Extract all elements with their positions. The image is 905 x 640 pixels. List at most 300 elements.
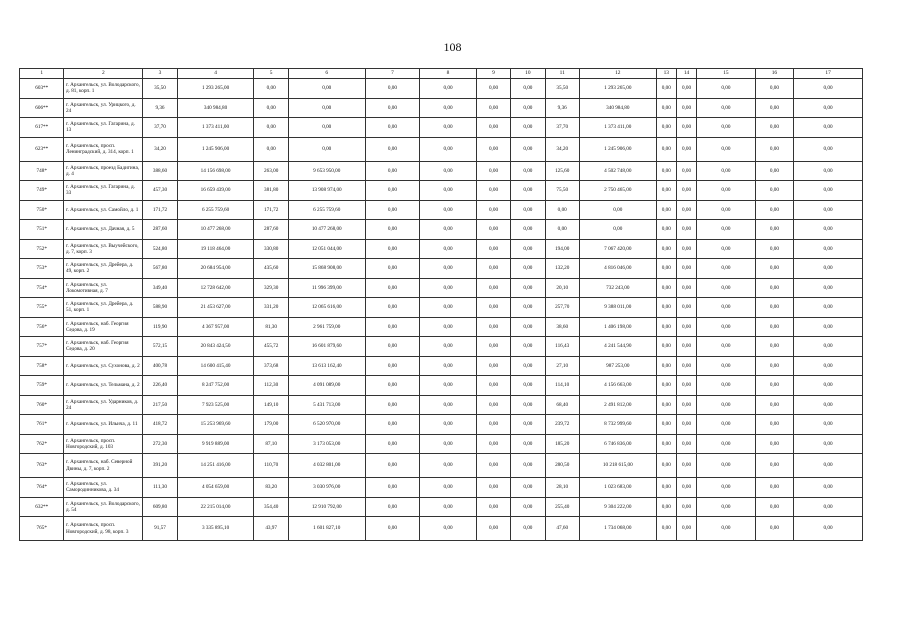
value-cell: 8 247 752,00 (177, 376, 254, 396)
address-cell: г. Архангельск, ул. Ильича, д. 11 (64, 415, 143, 435)
register-table (19, 68, 863, 541)
value-cell: 272,30 (143, 434, 177, 454)
value-cell: 0,00 (676, 79, 696, 99)
value-cell: 6 746 836,00 (579, 434, 656, 454)
value-cell: 0,00 (476, 278, 510, 298)
value-cell: 9 388 011,00 (579, 298, 656, 318)
page-number: 108 (443, 40, 462, 54)
value-cell: 0,00 (794, 415, 863, 435)
value-cell: 0,00 (755, 434, 793, 454)
value-cell: 0,00 (676, 98, 696, 118)
value-cell: 0,00 (676, 317, 696, 337)
value-cell: 0,00 (676, 161, 696, 181)
value-cell: 0,00 (365, 278, 420, 298)
value-cell: 0,00 (420, 220, 477, 240)
value-cell: 0,00 (656, 161, 676, 181)
value-cell: 6 255 759,60 (177, 200, 254, 220)
value-cell: 0,00 (420, 415, 477, 435)
value-cell: 0,00 (511, 434, 545, 454)
value-cell: 0,00 (656, 415, 676, 435)
value-cell: 34,20 (545, 137, 579, 161)
value-cell: 987 253,00 (579, 356, 656, 376)
value-cell: 0,00 (476, 337, 510, 357)
value-cell: 9,36 (545, 98, 579, 118)
value-cell: 0,00 (656, 181, 676, 201)
value-cell: 340 984,80 (177, 98, 254, 118)
value-cell: 0,00 (365, 415, 420, 435)
column-number: 12 (579, 69, 656, 79)
column-number: 17 (794, 69, 863, 79)
value-cell: 0,00 (254, 79, 288, 99)
value-cell: 0,00 (656, 517, 676, 541)
value-cell: 0,00 (511, 278, 545, 298)
value-cell: 0,00 (420, 337, 477, 357)
value-cell: 0,00 (697, 181, 756, 201)
value-cell: 0,00 (755, 454, 793, 478)
column-number: 11 (545, 69, 579, 79)
value-cell: 0,00 (656, 137, 676, 161)
value-cell: 388,60 (143, 161, 177, 181)
address-cell: г. Архангельск, ул. Дачная, д. 5 (64, 220, 143, 240)
value-cell: 7 923 525,00 (177, 395, 254, 415)
value-cell: 0,00 (288, 79, 365, 99)
value-cell: 0,00 (365, 478, 420, 498)
value-cell: 0,00 (511, 220, 545, 240)
value-cell: 0,00 (420, 298, 477, 318)
value-cell: 0,00 (365, 181, 420, 201)
value-cell: 7 067 420,00 (579, 239, 656, 259)
value-cell: 0,00 (656, 239, 676, 259)
value-cell: 0,00 (476, 79, 510, 99)
value-cell: 0,00 (697, 454, 756, 478)
value-cell: 0,00 (579, 220, 656, 240)
value-cell: 0,00 (365, 220, 420, 240)
column-number: 13 (656, 69, 676, 79)
value-cell: 4 241 544,90 (579, 337, 656, 357)
value-cell: 4 367 957,00 (177, 317, 254, 337)
value-cell: 0,00 (288, 137, 365, 161)
value-cell: 0,00 (511, 298, 545, 318)
value-cell: 0,00 (365, 337, 420, 357)
value-cell: 0,00 (476, 239, 510, 259)
value-cell: 1 406 198,00 (579, 317, 656, 337)
value-cell: 194,00 (545, 239, 579, 259)
value-cell: 20 684 954,00 (177, 259, 254, 279)
value-cell: 35,50 (545, 79, 579, 99)
value-cell: 0,00 (794, 137, 863, 161)
value-cell: 10 477 268,00 (177, 220, 254, 240)
value-cell: 14 156 698,00 (177, 161, 254, 181)
value-cell: 112,30 (254, 376, 288, 396)
column-number: 8 (420, 69, 477, 79)
value-cell: 12 910 792,00 (288, 497, 365, 517)
value-cell: 0,00 (697, 137, 756, 161)
value-cell: 0,00 (365, 200, 420, 220)
table-header (20, 69, 863, 79)
value-cell: 732 243,00 (579, 278, 656, 298)
value-cell: 0,00 (794, 278, 863, 298)
table-row (20, 517, 863, 541)
value-cell: 0,00 (365, 356, 420, 376)
value-cell: 21 453 627,00 (177, 298, 254, 318)
row-id-cell: 757* (20, 337, 64, 357)
value-cell: 14 600 415,40 (177, 356, 254, 376)
value-cell: 0,00 (656, 298, 676, 318)
table-row (20, 181, 863, 201)
value-cell: 22 215 014,00 (177, 497, 254, 517)
address-cell: г. Архангельск, просп. Новгородский, д. 98, корп. 3 (64, 517, 143, 541)
value-cell: 0,00 (755, 278, 793, 298)
row-id-cell: 632** (20, 497, 64, 517)
value-cell: 0,00 (656, 356, 676, 376)
row-id-cell: 764* (20, 478, 64, 498)
value-cell: 280,50 (545, 454, 579, 478)
value-cell: 2 750 465,00 (579, 181, 656, 201)
row-id-cell: 754* (20, 278, 64, 298)
address-cell: г. Архангельск, ул. Дрейера, д. 49, корп. 2 (64, 259, 143, 279)
value-cell: 257,70 (545, 298, 579, 318)
row-id-cell: 758* (20, 356, 64, 376)
value-cell: 4 032 801,00 (288, 454, 365, 478)
value-cell: 1 373 411,00 (579, 118, 656, 138)
value-cell: 0,00 (288, 118, 365, 138)
value-cell: 0,00 (511, 161, 545, 181)
value-cell: 114,10 (545, 376, 579, 396)
address-cell: г. Архангельск, ул. Урицкого, д. 24 (64, 98, 143, 118)
value-cell: 0,00 (697, 415, 756, 435)
value-cell: 239,72 (545, 415, 579, 435)
value-cell: 0,00 (365, 98, 420, 118)
value-cell: 0,00 (511, 239, 545, 259)
value-cell: 0,00 (676, 395, 696, 415)
value-cell: 400,78 (143, 356, 177, 376)
value-cell: 9 304 222,00 (579, 497, 656, 517)
value-cell: 0,00 (579, 200, 656, 220)
table-row (20, 317, 863, 337)
table-row (20, 356, 863, 376)
row-id-cell: 762* (20, 434, 64, 454)
value-cell: 34,20 (143, 137, 177, 161)
value-cell: 226,40 (143, 376, 177, 396)
value-cell: 6 255 759,60 (288, 200, 365, 220)
table-row (20, 434, 863, 454)
value-cell: 37,70 (143, 118, 177, 138)
value-cell: 0,00 (676, 298, 696, 318)
value-cell: 0,00 (511, 415, 545, 435)
table-row (20, 118, 863, 138)
value-cell: 0,00 (420, 137, 477, 161)
value-cell: 0,00 (476, 161, 510, 181)
value-cell: 0,00 (794, 161, 863, 181)
table-row (20, 259, 863, 279)
value-cell: 0,00 (755, 137, 793, 161)
value-cell: 0,00 (254, 118, 288, 138)
value-cell: 0,00 (794, 259, 863, 279)
address-cell: г. Архангельск, ул. Тельмана, д. 2 (64, 376, 143, 396)
row-id-cell: 763* (20, 454, 64, 478)
value-cell: 1 601 827,10 (288, 517, 365, 541)
value-cell: 0,00 (420, 181, 477, 201)
value-cell: 354,40 (254, 497, 288, 517)
value-cell: 0,00 (365, 434, 420, 454)
table-row (20, 239, 863, 259)
value-cell: 0,00 (476, 497, 510, 517)
value-cell: 0,00 (656, 220, 676, 240)
value-cell: 11 996 399,00 (288, 278, 365, 298)
value-cell: 0,00 (697, 98, 756, 118)
table-body (20, 79, 863, 541)
value-cell: 20 843 424,50 (177, 337, 254, 357)
column-number: 4 (177, 69, 254, 79)
value-cell: 0,00 (755, 181, 793, 201)
value-cell: 37,70 (545, 118, 579, 138)
value-cell: 185,20 (545, 434, 579, 454)
row-id-cell: 750* (20, 200, 64, 220)
value-cell: 28,10 (545, 478, 579, 498)
value-cell: 0,00 (476, 137, 510, 161)
value-cell: 0,00 (794, 517, 863, 541)
table-row (20, 395, 863, 415)
table-row (20, 497, 863, 517)
value-cell: 0,00 (656, 98, 676, 118)
value-cell: 0,00 (676, 200, 696, 220)
value-cell: 132,20 (545, 259, 579, 279)
value-cell: 0,00 (755, 497, 793, 517)
value-cell: 0,00 (656, 200, 676, 220)
value-cell: 0,00 (365, 298, 420, 318)
value-cell: 43,97 (254, 517, 288, 541)
value-cell: 1 734 068,00 (579, 517, 656, 541)
value-cell: 0,00 (476, 317, 510, 337)
value-cell: 0,00 (755, 415, 793, 435)
value-cell: 0,00 (697, 337, 756, 357)
value-cell: 0,00 (794, 337, 863, 357)
value-cell: 0,00 (365, 317, 420, 337)
value-cell: 38,60 (545, 317, 579, 337)
value-cell: 0,00 (676, 181, 696, 201)
column-number: 16 (755, 69, 793, 79)
value-cell: 524,80 (143, 239, 177, 259)
value-cell: 0,00 (511, 337, 545, 357)
value-cell: 287,60 (254, 220, 288, 240)
value-cell: 0,00 (755, 118, 793, 138)
address-cell: г. Архангельск, наб. Георгия Седова, д. 20 (64, 337, 143, 357)
value-cell: 0,00 (365, 137, 420, 161)
value-cell: 116,43 (545, 337, 579, 357)
value-cell: 0,00 (697, 161, 756, 181)
value-cell: 0,00 (511, 181, 545, 201)
value-cell: 0,00 (794, 298, 863, 318)
value-cell: 0,00 (511, 98, 545, 118)
value-cell: 0,00 (365, 239, 420, 259)
value-cell: 0,00 (254, 137, 288, 161)
value-cell: 0,00 (755, 239, 793, 259)
value-cell: 0,00 (676, 376, 696, 396)
value-cell: 1 373 411,00 (177, 118, 254, 138)
value-cell: 110,70 (254, 454, 288, 478)
row-id-cell: 756* (20, 317, 64, 337)
value-cell: 0,00 (511, 395, 545, 415)
value-cell: 0,00 (697, 434, 756, 454)
value-cell: 0,00 (365, 395, 420, 415)
address-cell: г. Архангельск, наб. Северной Двины, д. 7, корп. 2 (64, 454, 143, 478)
value-cell: 125,60 (545, 161, 579, 181)
row-id-cell: 617** (20, 118, 64, 138)
value-cell: 0,00 (511, 200, 545, 220)
value-cell: 255,40 (545, 497, 579, 517)
value-cell: 0,00 (697, 278, 756, 298)
value-cell: 0,00 (755, 220, 793, 240)
value-cell: 0,00 (476, 434, 510, 454)
value-cell: 0,00 (476, 181, 510, 201)
value-cell: 1 245 906,00 (579, 137, 656, 161)
value-cell: 0,00 (365, 161, 420, 181)
value-cell: 0,00 (420, 118, 477, 138)
value-cell: 2 491 812,00 (579, 395, 656, 415)
value-cell: 10 477 268,00 (288, 220, 365, 240)
value-cell: 0,00 (420, 79, 477, 99)
value-cell: 16 659 439,00 (177, 181, 254, 201)
table-row (20, 161, 863, 181)
value-cell: 0,00 (476, 220, 510, 240)
address-cell: г. Архангельск, ул. Самородинникова, д. 34 (64, 478, 143, 498)
row-id-cell: 748* (20, 161, 64, 181)
value-cell: 0,00 (365, 259, 420, 279)
value-cell: 0,00 (755, 376, 793, 396)
value-cell: 0,00 (794, 200, 863, 220)
value-cell: 0,00 (755, 98, 793, 118)
value-cell: 0,00 (420, 200, 477, 220)
value-cell: 87,10 (254, 434, 288, 454)
value-cell: 0,00 (755, 200, 793, 220)
value-cell: 14 251 416,00 (177, 454, 254, 478)
value-cell: 6 520 970,00 (288, 415, 365, 435)
value-cell: 2 961 759,00 (288, 317, 365, 337)
address-cell: г. Архангельск, ул. Выучейского, д. 7, корп. 3 (64, 239, 143, 259)
table-row (20, 98, 863, 118)
value-cell: 0,00 (420, 259, 477, 279)
value-cell: 0,00 (656, 454, 676, 478)
value-cell: 0,00 (656, 497, 676, 517)
value-cell: 16 601 879,60 (288, 337, 365, 357)
value-cell: 0,00 (676, 239, 696, 259)
value-cell: 0,00 (676, 454, 696, 478)
value-cell: 12 728 642,00 (177, 278, 254, 298)
value-cell: 0,00 (676, 415, 696, 435)
value-cell: 0,00 (697, 356, 756, 376)
row-id-cell: 623** (20, 137, 64, 161)
column-number: 10 (511, 69, 545, 79)
address-cell: г. Архангельск, ул. Гагарина, д. 33 (64, 181, 143, 201)
value-cell: 567,80 (143, 259, 177, 279)
table-row (20, 376, 863, 396)
table-row (20, 478, 863, 498)
value-cell: 0,00 (676, 220, 696, 240)
value-cell: 331,20 (254, 298, 288, 318)
value-cell: 0,00 (288, 98, 365, 118)
value-cell: 0,00 (755, 259, 793, 279)
value-cell: 0,00 (697, 317, 756, 337)
value-cell: 3 335 895,10 (177, 517, 254, 541)
row-id-cell: 765* (20, 517, 64, 541)
value-cell: 0,00 (420, 497, 477, 517)
value-cell: 0,00 (420, 434, 477, 454)
value-cell: 0,00 (676, 118, 696, 138)
value-cell: 0,00 (511, 317, 545, 337)
value-cell: 0,00 (365, 376, 420, 396)
value-cell: 0,00 (755, 337, 793, 357)
value-cell: 0,00 (511, 376, 545, 396)
value-cell: 349,40 (143, 278, 177, 298)
value-cell: 0,00 (656, 259, 676, 279)
value-cell: 0,00 (420, 356, 477, 376)
column-number: 15 (697, 69, 756, 79)
value-cell: 9 919 889,00 (177, 434, 254, 454)
value-cell: 0,00 (476, 478, 510, 498)
value-cell: 1 023 683,00 (579, 478, 656, 498)
value-cell: 0,00 (420, 478, 477, 498)
value-cell: 13 613 162,40 (288, 356, 365, 376)
value-cell: 119,90 (143, 317, 177, 337)
value-cell: 47,60 (545, 517, 579, 541)
value-cell: 0,00 (794, 220, 863, 240)
value-cell: 0,00 (755, 395, 793, 415)
table-row (20, 220, 863, 240)
value-cell: 0,00 (511, 454, 545, 478)
address-cell: г. Архангельск, просп. Новгородский, д. 103 (64, 434, 143, 454)
value-cell: 0,00 (420, 239, 477, 259)
value-cell: 0,00 (697, 395, 756, 415)
value-cell: 13 908 974,00 (288, 181, 365, 201)
value-cell: 27,10 (545, 356, 579, 376)
value-cell: 1 245 906,00 (177, 137, 254, 161)
value-cell: 0,00 (545, 200, 579, 220)
value-cell: 10 218 615,00 (579, 454, 656, 478)
value-cell: 0,00 (755, 298, 793, 318)
value-cell: 263,00 (254, 161, 288, 181)
value-cell: 75,50 (545, 181, 579, 201)
value-cell: 0,00 (676, 497, 696, 517)
value-cell: 0,00 (420, 454, 477, 478)
value-cell: 20,10 (545, 278, 579, 298)
value-cell: 0,00 (794, 478, 863, 498)
value-cell: 9,36 (143, 98, 177, 118)
value-cell: 0,00 (697, 259, 756, 279)
value-cell: 81,30 (254, 317, 288, 337)
value-cell: 8 732 999,60 (579, 415, 656, 435)
column-number: 5 (254, 69, 288, 79)
row-id-cell: 751* (20, 220, 64, 240)
value-cell: 0,00 (794, 118, 863, 138)
value-cell: 0,00 (755, 478, 793, 498)
value-cell: 83,20 (254, 478, 288, 498)
value-cell: 0,00 (365, 79, 420, 99)
table-row (20, 79, 863, 99)
value-cell: 0,00 (511, 118, 545, 138)
table-row (20, 454, 863, 478)
value-cell: 0,00 (656, 278, 676, 298)
value-cell: 0,00 (755, 517, 793, 541)
value-cell: 0,00 (676, 259, 696, 279)
value-cell: 0,00 (476, 376, 510, 396)
value-cell: 435,60 (254, 259, 288, 279)
table-row (20, 200, 863, 220)
value-cell: 0,00 (476, 454, 510, 478)
value-cell: 455,72 (254, 337, 288, 357)
value-cell: 0,00 (420, 317, 477, 337)
row-id-cell: 606** (20, 98, 64, 118)
value-cell: 0,00 (697, 497, 756, 517)
